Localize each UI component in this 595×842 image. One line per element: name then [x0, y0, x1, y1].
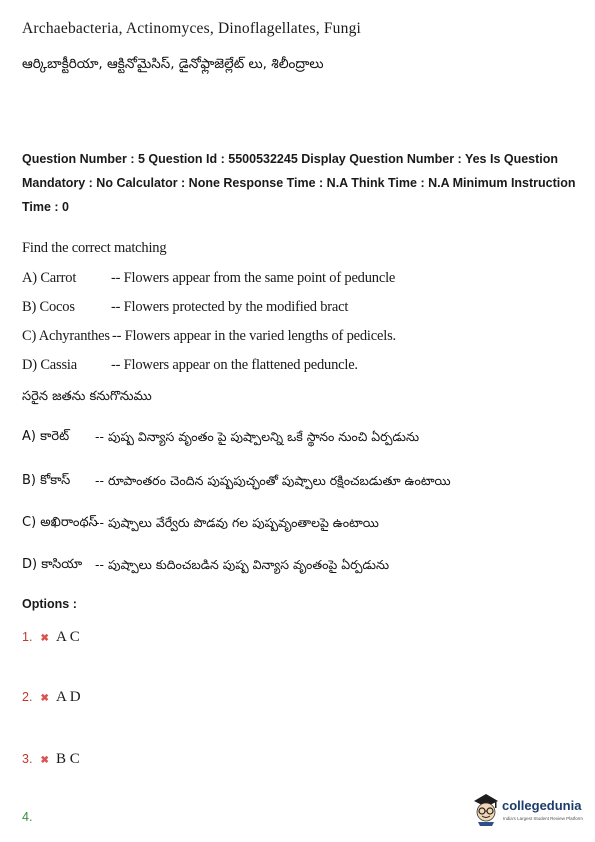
options-heading: Options :	[22, 597, 77, 611]
question-meta-line-2: Mandatory : No Calculator : None Response Time : N.A Think Time : N.A Minimum Instruction	[22, 176, 576, 190]
cross-icon: ✖	[40, 755, 49, 766]
match-item-c-label-telugu: C) అఖిరాంథస్	[22, 515, 98, 530]
cross-icon: ✖	[40, 633, 49, 644]
match-item-a-desc-telugu: -- పుష్ప విన్యాస వృంతం పై పుష్పాలన్ని ఒకే స్థానం నుంచి ఏర్పడును	[95, 429, 420, 444]
match-item-b-label-telugu: B) కోకాస్	[22, 473, 71, 488]
candidate-line-telugu: ఆర్కిబాక్టీరియా, ఆక్టినోమైసిస్, డైనోఫ్లాజెల్లేట్ లు, శిలీంద్రాలు	[22, 56, 324, 72]
option-number: 1.	[22, 630, 33, 644]
match-item-b-desc: -- Flowers protected by the modified bract	[111, 299, 349, 315]
match-item-b-desc-telugu: -- రూపాంతరం చెందిన పుష్పపుచ్ఛంతో పుష్పాలు రక్షించబడుతూ ఉంటాయి	[95, 473, 451, 488]
match-item-d-label: D) Cassia	[22, 357, 77, 373]
mascot-icon	[471, 792, 501, 826]
logo-tagline: India's Largest Student Review Platform	[503, 816, 583, 821]
match-item-d-desc-telugu: -- పుష్పాలు కుదించబడిన పుష్ప విన్యాస వృంతంపై ఏర్పడును	[95, 557, 390, 572]
option-number: 4.	[22, 810, 33, 824]
option-number: 2.	[22, 690, 33, 704]
option-text: B C	[56, 751, 80, 767]
candidate-line-english: Archaebacteria, Actinomyces, Dinoflagellates, Fungi	[22, 20, 362, 37]
option-text: A C	[56, 629, 80, 645]
question-prompt-telugu: సరైన జతను కనుగొనుము	[22, 389, 152, 404]
question-meta-line-1: Question Number : 5 Question Id : 5500532245 Display Question Number : Yes Is Question	[22, 152, 559, 166]
option-text: A D	[56, 689, 81, 705]
match-item-a-label: A) Carrot	[22, 270, 77, 286]
option-3[interactable]	[22, 748, 80, 768]
option-number: 3.	[22, 752, 33, 766]
match-item-a-label-telugu: A) కారెట్	[22, 429, 70, 444]
match-item-c-desc-telugu: -- పుష్పాలు వేర్వేరు పొడవు గల పుష్పవృంతాలపై ఉంటాయి	[95, 515, 379, 530]
match-item-c-label: C) Achyranthes	[22, 328, 110, 344]
match-item-b-label: B) Cocos	[22, 299, 75, 315]
match-item-d-label-telugu: D) కాసియా	[22, 557, 83, 572]
question-meta-line-3: Time : 0	[22, 200, 70, 214]
match-item-c-desc: -- Flowers appear in the varied lengths of pedicels.	[112, 328, 396, 344]
match-item-a-desc: -- Flowers appear from the same point of peduncle	[111, 270, 396, 286]
question-prompt-english: Find the correct matching	[22, 240, 167, 256]
cross-icon: ✖	[40, 693, 49, 704]
logo-wordmark: collegedunia	[502, 798, 582, 813]
option-2[interactable]	[22, 686, 81, 706]
option-1[interactable]	[22, 626, 80, 646]
match-item-d-desc: -- Flowers appear on the flattened peduncle.	[111, 357, 358, 373]
collegedunia-logo	[471, 792, 589, 832]
option-4[interactable]	[22, 806, 32, 826]
